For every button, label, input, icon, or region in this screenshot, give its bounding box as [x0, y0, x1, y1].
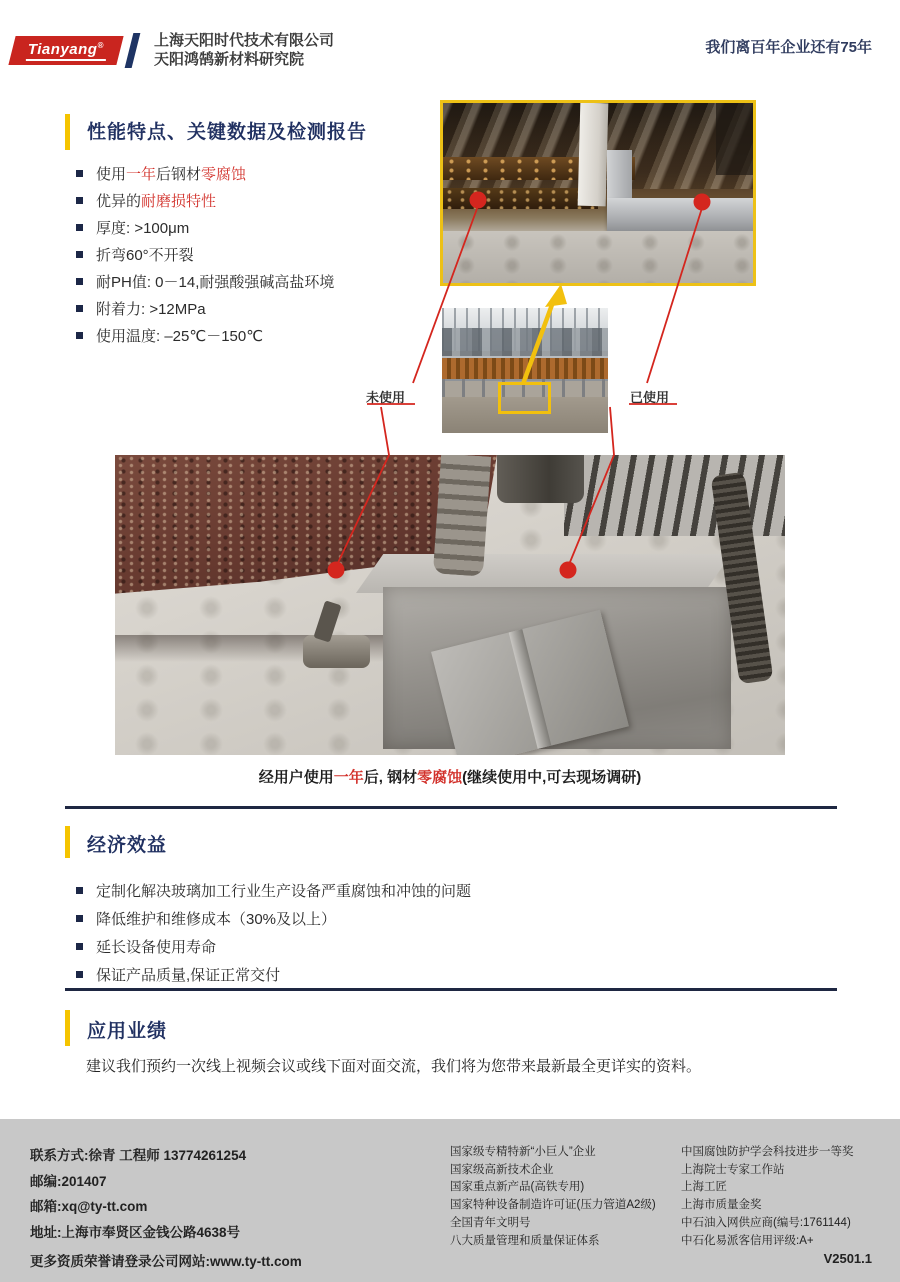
section-accent-bar — [65, 114, 70, 150]
honor-item: 上海工匠 — [681, 1181, 727, 1194]
performance-bullet-list — [76, 160, 334, 349]
photo-mid-conveyor-rollers — [442, 356, 608, 381]
section-title-economy: 经济效益 — [87, 835, 168, 856]
company-slogan: 我们离百年企业还有75年 — [705, 39, 872, 56]
section-accent-bar — [65, 1010, 70, 1046]
text-part: 后, 钢材 — [363, 769, 418, 786]
photo-factory-overview — [442, 308, 608, 433]
list-item — [76, 904, 471, 932]
registered-mark-icon: ® — [97, 40, 104, 50]
contact-line: 地址:上海市奉贤区金钱公路4638号 — [30, 1224, 241, 1240]
bullet-text — [96, 190, 216, 211]
text-part-red: 一年 — [126, 166, 157, 183]
bullet-square-icon — [76, 305, 83, 312]
bullet-square-icon — [76, 197, 83, 204]
list-item — [76, 268, 334, 295]
photo-big-grate-walkway — [564, 455, 785, 536]
section-title-application: 应用业绩 — [87, 1021, 168, 1042]
text-part-red: 一年 — [333, 769, 364, 786]
bullet-square-icon — [76, 224, 83, 231]
list-item — [76, 187, 334, 214]
bullet-square-icon — [76, 278, 83, 285]
footer-honors-middle-column — [450, 1144, 656, 1250]
honor-item: 八大质量管理和质量保证体系 — [450, 1234, 600, 1247]
list-item — [76, 960, 471, 988]
bullet-square-icon — [76, 943, 83, 950]
logo-text: Tianyang — [28, 40, 98, 58]
section-divider — [65, 988, 837, 991]
honor-item: 国家级专精特新“小巨人”企业 — [450, 1146, 596, 1158]
bullet-square-icon — [76, 332, 83, 339]
photo-big-plate-ridge — [509, 629, 552, 749]
text-part: (继续使用中,可去现场调研) — [462, 769, 642, 786]
application-body: 建议我们预约一次线上视频会议或线下面对面交流，我们将为您带来最新最全更详实的资料。 — [86, 1058, 702, 1075]
footer-contact-column — [30, 1143, 246, 1245]
photo-big-valve — [303, 635, 370, 668]
version-label: V2501.1 — [823, 1251, 872, 1266]
tianyang-logo — [8, 36, 123, 65]
bullet-text: 耐PH值: 0－14,耐强酸强碱高盐环境 — [96, 274, 335, 291]
section-title-performance: 性能特点、关键数据及检测报告 — [87, 122, 368, 143]
list-item — [76, 322, 334, 349]
photo-caption — [115, 766, 785, 787]
photo-top-concrete — [443, 231, 753, 283]
footer-website-line: 更多资质荣誉请登录公司网站:www.ty-tt.com — [30, 1254, 302, 1269]
honor-item: 上海市质量金奖 — [681, 1199, 762, 1212]
text-part-red: 零腐蚀 — [417, 769, 463, 786]
text-part: 使用 — [96, 166, 127, 183]
bullet-square-icon — [76, 170, 83, 177]
bullet-square-icon — [76, 971, 83, 978]
text-part-red: 耐磨损特性 — [141, 193, 217, 210]
section-divider — [65, 806, 837, 809]
bullet-text — [96, 163, 246, 184]
footer-honors-right-column — [681, 1144, 854, 1250]
text-part: 优异的 — [96, 193, 142, 210]
list-item — [76, 876, 471, 904]
logo-wordmark — [26, 41, 106, 61]
honor-item: 上海院士专家工作站 — [681, 1163, 785, 1176]
list-item — [76, 295, 334, 322]
list-item — [76, 932, 471, 960]
text-part: 后钢材 — [156, 166, 202, 183]
bullet-text: 定制化解决玻璃加工行业生产设备严重腐蚀和冲蚀的问题 — [96, 882, 472, 900]
label-used: 已使用 — [630, 390, 670, 405]
bullet-text: 保证产品质量,保证正常交付 — [96, 966, 281, 984]
bullet-square-icon — [76, 915, 83, 922]
bullet-text: 附着力: >12MPa — [96, 301, 206, 318]
economy-bullet-list — [76, 876, 471, 988]
photo-mid-machinery — [442, 328, 608, 358]
honor-item: 国家级高新技术企业 — [450, 1163, 554, 1176]
footer — [0, 1119, 900, 1282]
honor-item: 中石油入网供应商(编号:1761144) — [681, 1216, 851, 1229]
honor-item: 全国青年文明号 — [450, 1216, 531, 1229]
section-accent-bar — [65, 826, 70, 858]
bullet-text: 厚度: >100μm — [96, 220, 190, 237]
bullet-text: 使用温度: –25℃－150℃ — [96, 328, 264, 345]
honor-item: 中国腐蚀防护学会科技进步一等奖 — [681, 1146, 854, 1158]
photo-big-banded-pipe — [432, 455, 490, 577]
arrow-up-icon — [545, 284, 567, 307]
bullet-square-icon — [76, 251, 83, 258]
text-part: 经用户使用 — [258, 769, 334, 786]
text-part-red: 零腐蚀 — [201, 166, 247, 183]
contact-line: 邮编:201407 — [30, 1173, 107, 1189]
bullet-text: 延长设备使用寿命 — [96, 938, 217, 956]
honor-item: 中石化易派客信用评级:A+ — [681, 1234, 814, 1247]
company-name-line2: 天阳鸿鹄新材料研究院 — [154, 51, 305, 68]
photo-coated-vs-rusty-beam — [440, 100, 756, 286]
logo-slash-divider — [125, 33, 141, 68]
photo-top-dark-corner — [716, 103, 753, 175]
list-item — [76, 160, 334, 187]
company-names — [154, 31, 334, 69]
bullet-text: 折弯60°不开裂 — [96, 247, 194, 264]
photo-top-rust-band2 — [443, 188, 598, 210]
label-unused: 未使用 — [366, 390, 406, 405]
photo-top-white-post — [578, 103, 609, 206]
contact-line: 联系方式:徐青 工程师 13774261254 — [30, 1148, 247, 1163]
honor-item: 国家重点新产品(高铁专用) — [450, 1181, 585, 1194]
photo-equipment-closeup — [115, 455, 785, 755]
highlight-rectangle — [498, 382, 551, 414]
list-item — [76, 214, 334, 241]
company-name-line1: 上海天阳时代技术有限公司 — [154, 32, 335, 49]
bullet-text: 降低维护和维修成本（30%及以上） — [96, 910, 337, 928]
photo-big-motor — [497, 455, 584, 503]
photo-top-coated-beam-horizontal — [607, 198, 753, 230]
list-item — [76, 241, 334, 268]
honor-item: 国家特种设备制造许可证(压力管道A2级) — [450, 1199, 656, 1212]
bullet-square-icon — [76, 887, 83, 894]
contact-line: 邮箱:xq@ty-tt.com — [30, 1199, 148, 1214]
